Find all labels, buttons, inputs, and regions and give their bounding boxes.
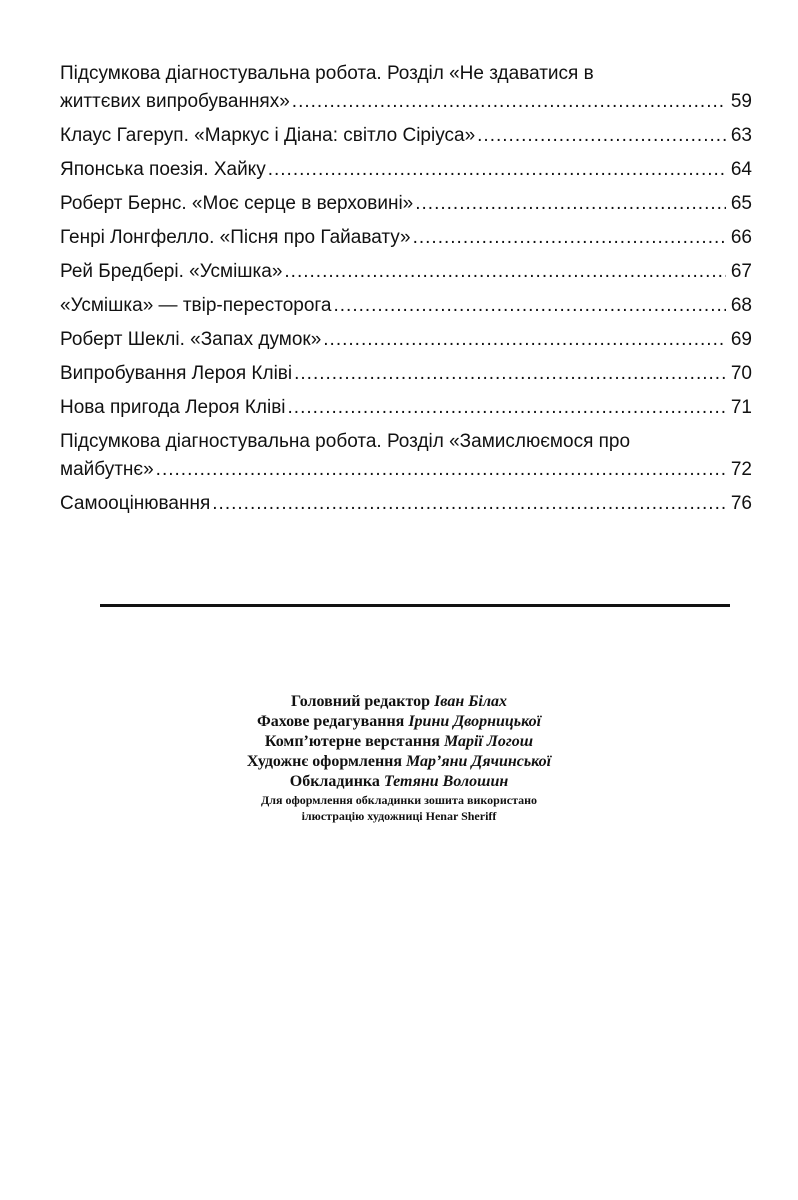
toc-entry — [60, 224, 752, 252]
dot-leader — [268, 156, 726, 184]
credit-role: Художнє оформлення — [246, 753, 403, 770]
table-of-contents — [60, 60, 752, 524]
toc-entry-page: 68 — [730, 295, 752, 316]
dot-leader — [156, 456, 726, 484]
toc-entry-title: Клаус Гагеруп. «Маркус і Діана: світло Сіріуса» — [60, 125, 476, 146]
toc-entry-page: 76 — [730, 493, 752, 514]
credit-name: Іван Білах — [434, 693, 508, 710]
cover-note-line: Для оформлення обкладинки зошита використано — [260, 793, 538, 807]
toc-entry — [60, 292, 752, 320]
toc-entry-page: 70 — [730, 363, 752, 384]
credit-line — [0, 712, 798, 732]
toc-entry-title: майбутнє» — [60, 459, 154, 480]
dot-leader — [477, 122, 726, 150]
toc-entry-title: Роберт Шеклі. «Запах думок» — [60, 329, 322, 350]
dot-leader — [333, 292, 726, 320]
credit-role: Обкладинка — [289, 773, 384, 790]
toc-entry-page: 69 — [730, 329, 752, 350]
toc-entry-page: 71 — [730, 397, 752, 418]
toc-entry — [60, 394, 752, 422]
credit-name: Марії Логош — [443, 733, 534, 750]
toc-entry-title: життєвих випробуваннях» — [60, 91, 290, 112]
credit-line — [0, 732, 798, 752]
toc-entry-title: Самооцінювання — [60, 493, 211, 514]
credit-name: Тетяни Волошин — [383, 773, 509, 790]
credit-name: Ірини Дворницької — [408, 713, 542, 730]
toc-entry — [60, 190, 752, 218]
dot-leader — [294, 360, 726, 388]
cover-note-line: ілюстрацію художниці Henar Sheriff — [301, 809, 497, 823]
dot-leader — [323, 326, 726, 354]
toc-entry-title-line: Підсумкова діагностувальна робота. Розділ «Замислюємося про — [60, 431, 631, 452]
toc-entry-title: «Усмішка» — твір-пересторога — [60, 295, 332, 316]
dot-leader — [212, 490, 726, 518]
dot-leader — [288, 394, 726, 422]
credit-role: Комп’ютерне верстання — [264, 733, 440, 750]
credit-role: Фахове редагування — [256, 713, 405, 730]
toc-entry-page: 63 — [730, 125, 752, 146]
credit-line — [0, 752, 798, 772]
credit-line — [0, 692, 798, 712]
toc-entry-page: 67 — [730, 261, 752, 282]
toc-entry — [60, 122, 752, 150]
dot-leader — [292, 88, 726, 116]
credits-block — [0, 692, 798, 824]
toc-entry — [60, 490, 752, 518]
dot-leader — [413, 224, 726, 252]
toc-entry — [60, 360, 752, 388]
toc-entry-title: Випробування Лероя Кліві — [60, 363, 293, 384]
dot-leader — [284, 258, 726, 286]
toc-entry-page: 72 — [730, 459, 752, 480]
toc-entry-page: 59 — [730, 91, 752, 112]
dot-leader — [415, 190, 726, 218]
toc-entry — [60, 258, 752, 286]
credit-role: Головний редактор — [290, 693, 431, 710]
toc-entry — [60, 428, 752, 484]
toc-entry-title: Японська поезія. Хайку — [60, 159, 266, 180]
toc-entry — [60, 60, 752, 116]
toc-entry-page: 66 — [730, 227, 752, 248]
toc-entry-title: Генрі Лонгфелло. «Пісня про Гайавату» — [60, 227, 411, 248]
toc-entry-title: Рей Бредбері. «Усмішка» — [60, 261, 283, 282]
horizontal-divider — [100, 604, 730, 607]
credit-line — [0, 772, 798, 792]
toc-entry-page: 64 — [730, 159, 752, 180]
toc-entry-title-line: Підсумкова діагностувальна робота. Розділ «Не здаватися в — [60, 63, 594, 84]
credit-name: Мар’яни Дячинської — [406, 753, 552, 770]
toc-entry — [60, 156, 752, 184]
toc-entry-page: 65 — [730, 193, 752, 214]
toc-entry-title: Роберт Бернс. «Моє серце в верховині» — [60, 193, 414, 214]
toc-entry — [60, 326, 752, 354]
toc-entry-title: Нова пригода Лероя Кліві — [60, 397, 286, 418]
